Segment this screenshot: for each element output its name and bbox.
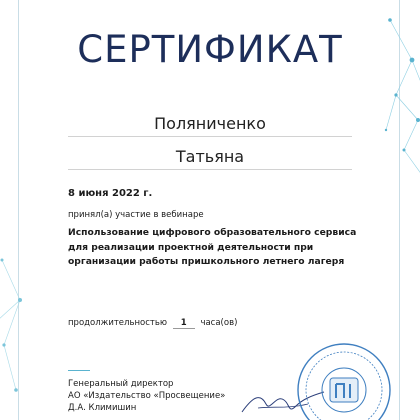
duration-label: продолжительностью xyxy=(68,318,168,328)
name-underline-2 xyxy=(68,169,352,170)
signature-accent-rule xyxy=(68,370,90,371)
duration-unit: часа(ов) xyxy=(200,318,238,328)
publisher-seal-icon xyxy=(294,340,394,420)
signatory-organization: АО «Издательство «Просвещение» xyxy=(68,391,226,401)
event-date: 8 июня 2022 г. xyxy=(68,188,153,199)
signatory-block xyxy=(68,378,225,414)
name-underline-1 xyxy=(68,136,352,137)
recipient-surname: Поляниченко xyxy=(154,114,266,133)
signatory-position: Генеральный директор xyxy=(68,379,174,389)
decorative-network-left xyxy=(0,250,50,420)
certificate-title: СЕРТИФИКАТ xyxy=(77,28,343,71)
signatory-name: Д.А. Климишин xyxy=(68,403,137,413)
participation-text: принял(а) участие в вебинаре xyxy=(68,210,204,220)
duration-value: 1 xyxy=(173,318,195,329)
recipient-given-name: Татьяна xyxy=(175,147,245,166)
duration-line xyxy=(68,318,237,329)
webinar-topic: Использование цифрового образовательного сервиса для реализации проектной деятельности при организации работы пришкольного летнего лагеря xyxy=(68,227,357,267)
